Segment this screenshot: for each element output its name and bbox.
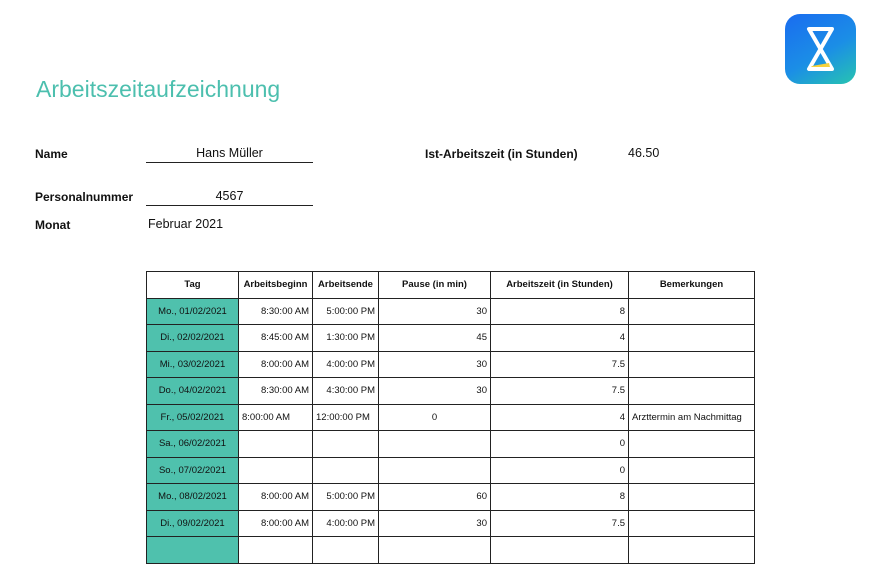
cell-remark[interactable] bbox=[629, 484, 755, 511]
col-bemerkungen: Bemerkungen bbox=[629, 272, 755, 299]
cell-hours[interactable]: 7.5 bbox=[491, 510, 629, 537]
cell-hours[interactable]: 4 bbox=[491, 404, 629, 431]
table-row bbox=[147, 378, 755, 405]
cell-pause[interactable]: 30 bbox=[379, 351, 491, 378]
cell-day[interactable]: Di., 09/02/2021 bbox=[147, 510, 239, 537]
cell-pause[interactable]: 45 bbox=[379, 325, 491, 352]
cell-start[interactable]: 8:00:00 AM bbox=[239, 351, 313, 378]
cell-day[interactable]: Do., 04/02/2021 bbox=[147, 378, 239, 405]
col-arbeitszeit: Arbeitszeit (in Stunden) bbox=[491, 272, 629, 299]
cell-end[interactable] bbox=[313, 537, 379, 564]
cell-start[interactable] bbox=[239, 537, 313, 564]
cell-remark[interactable] bbox=[629, 510, 755, 537]
monat-value: Februar 2021 bbox=[148, 217, 224, 231]
cell-remark[interactable] bbox=[629, 378, 755, 405]
cell-end[interactable] bbox=[313, 457, 379, 484]
cell-remark[interactable] bbox=[629, 298, 755, 325]
cell-start[interactable]: 8:00:00 AM bbox=[239, 510, 313, 537]
cell-pause[interactable]: 30 bbox=[379, 510, 491, 537]
cell-remark[interactable]: Arzttermin am Nachmittag bbox=[629, 404, 755, 431]
table-row bbox=[147, 510, 755, 537]
cell-pause[interactable]: 0 bbox=[379, 404, 491, 431]
hourglass-app-logo-icon bbox=[785, 14, 856, 84]
monat-label: Monat bbox=[35, 218, 71, 232]
cell-day[interactable] bbox=[147, 537, 239, 564]
cell-end[interactable]: 12:00:00 PM bbox=[313, 404, 379, 431]
col-arbeitsende: Arbeitsende bbox=[313, 272, 379, 299]
cell-hours[interactable]: 0 bbox=[491, 431, 629, 458]
cell-hours[interactable]: 0 bbox=[491, 457, 629, 484]
cell-day[interactable]: Mi., 03/02/2021 bbox=[147, 351, 239, 378]
cell-start[interactable]: 8:30:00 AM bbox=[239, 298, 313, 325]
cell-end[interactable]: 4:30:00 PM bbox=[313, 378, 379, 405]
cell-pause[interactable] bbox=[379, 457, 491, 484]
cell-end[interactable]: 4:00:00 PM bbox=[313, 510, 379, 537]
cell-pause[interactable]: 60 bbox=[379, 484, 491, 511]
table-row bbox=[147, 298, 755, 325]
col-tag: Tag bbox=[147, 272, 239, 299]
table-row bbox=[147, 351, 755, 378]
cell-start[interactable]: 8:00:00 AM bbox=[239, 404, 313, 431]
ist-arbeitszeit-label: Ist-Arbeitszeit (in Stunden) bbox=[425, 147, 578, 161]
cell-hours[interactable]: 4 bbox=[491, 325, 629, 352]
cell-remark[interactable] bbox=[629, 537, 755, 564]
cell-remark[interactable] bbox=[629, 457, 755, 484]
personalnummer-label: Personalnummer bbox=[35, 190, 134, 204]
table-row bbox=[147, 404, 755, 431]
cell-hours[interactable]: 7.5 bbox=[491, 378, 629, 405]
cell-pause[interactable] bbox=[379, 537, 491, 564]
cell-day[interactable]: Fr., 05/02/2021 bbox=[147, 404, 239, 431]
table-row bbox=[147, 325, 755, 352]
page-title: Arbeitszeitaufzeichnung bbox=[36, 76, 281, 102]
cell-pause[interactable] bbox=[379, 431, 491, 458]
name-field[interactable]: Hans Müller bbox=[146, 146, 313, 163]
name-label: Name bbox=[35, 147, 68, 161]
cell-end[interactable]: 1:30:00 PM bbox=[313, 325, 379, 352]
cell-start[interactable] bbox=[239, 431, 313, 458]
personalnummer-field[interactable]: 4567 bbox=[146, 189, 313, 206]
cell-start[interactable]: 8:45:00 AM bbox=[239, 325, 313, 352]
table-row bbox=[147, 457, 755, 484]
cell-hours[interactable]: 8 bbox=[491, 484, 629, 511]
cell-end[interactable]: 4:00:00 PM bbox=[313, 351, 379, 378]
table-row bbox=[147, 431, 755, 458]
cell-remark[interactable] bbox=[629, 325, 755, 352]
ist-arbeitszeit-value: 46.50 bbox=[628, 146, 660, 160]
table-row bbox=[147, 484, 755, 511]
cell-end[interactable] bbox=[313, 431, 379, 458]
cell-hours[interactable] bbox=[491, 537, 629, 564]
cell-hours[interactable]: 8 bbox=[491, 298, 629, 325]
cell-remark[interactable] bbox=[629, 431, 755, 458]
cell-day[interactable]: Mo., 01/02/2021 bbox=[147, 298, 239, 325]
col-arbeitsbeginn: Arbeitsbeginn bbox=[239, 272, 313, 299]
cell-remark[interactable] bbox=[629, 351, 755, 378]
col-pause: Pause (in min) bbox=[379, 272, 491, 299]
cell-start[interactable]: 8:00:00 AM bbox=[239, 484, 313, 511]
cell-pause[interactable]: 30 bbox=[379, 378, 491, 405]
cell-start[interactable]: 8:30:00 AM bbox=[239, 378, 313, 405]
cell-start[interactable] bbox=[239, 457, 313, 484]
cell-day[interactable]: So., 07/02/2021 bbox=[147, 457, 239, 484]
cell-pause[interactable]: 30 bbox=[379, 298, 491, 325]
cell-end[interactable]: 5:00:00 PM bbox=[313, 298, 379, 325]
cell-hours[interactable]: 7.5 bbox=[491, 351, 629, 378]
time-table bbox=[146, 271, 755, 564]
cell-day[interactable]: Di., 02/02/2021 bbox=[147, 325, 239, 352]
table-row bbox=[147, 537, 755, 564]
cell-day[interactable]: Sa., 06/02/2021 bbox=[147, 431, 239, 458]
cell-day[interactable]: Mo., 08/02/2021 bbox=[147, 484, 239, 511]
cell-end[interactable]: 5:00:00 PM bbox=[313, 484, 379, 511]
